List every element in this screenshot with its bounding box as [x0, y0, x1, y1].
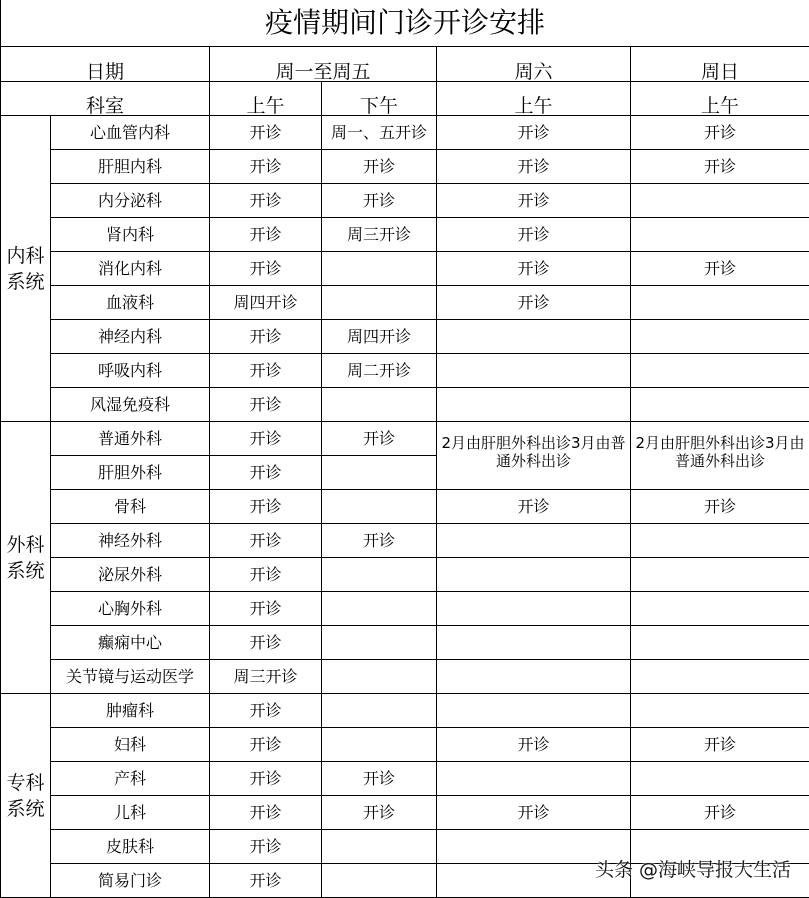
saturday-cell — [437, 592, 631, 626]
table-row — [1, 116, 809, 150]
dept-cell: 呼吸内科 — [51, 354, 210, 388]
sunday-cell: 开诊 — [631, 252, 809, 286]
saturday-cell: 开诊 — [437, 490, 631, 524]
dept-cell: 癫痫中心 — [51, 626, 210, 660]
weekday-pm-cell — [322, 660, 437, 694]
weekday-pm-cell — [322, 864, 437, 898]
weekday-pm-header: 下午 — [322, 82, 437, 116]
dept-cell: 皮肤科 — [51, 830, 210, 864]
table-row — [1, 286, 809, 320]
weekday-pm-cell — [322, 456, 437, 490]
weekday-pm-cell — [322, 388, 437, 422]
table-row — [1, 524, 809, 558]
weekday-pm-cell — [322, 558, 437, 592]
group-label: 内科系统 — [6, 244, 45, 293]
saturday-cell: 开诊 — [437, 218, 631, 252]
weekday-am-cell: 开诊 — [210, 728, 322, 762]
weekdays-header: 周一至周五 — [210, 47, 437, 82]
weekday-am-cell: 开诊 — [210, 626, 322, 660]
sunday-cell — [631, 320, 809, 354]
group-label: 专科系统 — [6, 771, 45, 820]
dept-cell: 儿科 — [51, 796, 210, 830]
saturday-cell: 开诊 — [437, 116, 631, 150]
weekday-am-cell: 开诊 — [210, 694, 322, 728]
sunday-header: 周日 — [631, 47, 809, 82]
sunday-cell — [631, 762, 809, 796]
weekday-am-cell: 开诊 — [210, 830, 322, 864]
sunday-cell — [631, 660, 809, 694]
sunday-cell: 开诊 — [631, 116, 809, 150]
table-row — [1, 354, 809, 388]
weekday-am-cell: 开诊 — [210, 524, 322, 558]
weekday-pm-cell: 开诊 — [322, 150, 437, 184]
sunday-note: 2月由肝胆外科出诊3月由普通外科出诊 — [631, 422, 809, 490]
sunday-cell — [631, 592, 809, 626]
saturday-am-header: 上午 — [437, 82, 631, 116]
sunday-cell — [631, 694, 809, 728]
dept-cell: 心胸外科 — [51, 592, 210, 626]
saturday-cell: 开诊 — [437, 150, 631, 184]
weekday-am-cell: 开诊 — [210, 388, 322, 422]
table-row — [1, 150, 809, 184]
weekday-pm-cell: 开诊 — [322, 184, 437, 218]
dept-cell: 简易门诊 — [51, 864, 210, 898]
dept-header: 科室 — [1, 82, 210, 116]
saturday-cell: 开诊 — [437, 286, 631, 320]
saturday-cell: 开诊 — [437, 796, 631, 830]
weekday-am-cell: 开诊 — [210, 116, 322, 150]
saturday-header: 周六 — [437, 47, 631, 82]
sunday-cell: 开诊 — [631, 796, 809, 830]
weekday-pm-cell: 周一、五开诊 — [322, 116, 437, 150]
table-row — [1, 626, 809, 660]
dept-cell: 内分泌科 — [51, 184, 210, 218]
weekday-pm-cell: 周三开诊 — [322, 218, 437, 252]
page-title: 疫情期间门诊开诊安排 — [1, 0, 809, 47]
table-row — [1, 252, 809, 286]
sunday-am-header: 上午 — [631, 82, 809, 116]
saturday-cell — [437, 762, 631, 796]
table-row — [1, 796, 809, 830]
table-row — [1, 558, 809, 592]
weekday-am-cell: 开诊 — [210, 864, 322, 898]
weekday-am-cell: 开诊 — [210, 796, 322, 830]
weekday-am-cell: 开诊 — [210, 184, 322, 218]
saturday-cell: 开诊 — [437, 184, 631, 218]
dept-cell: 产科 — [51, 762, 210, 796]
dept-cell: 神经内科 — [51, 320, 210, 354]
dept-cell: 普通外科 — [51, 422, 210, 456]
weekday-am-cell: 开诊 — [210, 456, 322, 490]
group-cell — [1, 116, 51, 422]
table-row — [1, 490, 809, 524]
weekday-am-cell: 开诊 — [210, 252, 322, 286]
table-row — [1, 388, 809, 422]
weekday-am-cell: 开诊 — [210, 218, 322, 252]
weekday-pm-cell — [322, 626, 437, 660]
dept-cell: 肾内科 — [51, 218, 210, 252]
saturday-cell — [437, 694, 631, 728]
sunday-cell — [631, 218, 809, 252]
table-row — [1, 320, 809, 354]
dept-cell: 关节镜与运动医学 — [51, 660, 210, 694]
table-row — [1, 422, 809, 456]
sunday-cell — [631, 286, 809, 320]
weekday-pm-cell: 开诊 — [322, 422, 437, 456]
table-row — [1, 728, 809, 762]
weekday-pm-cell: 开诊 — [322, 524, 437, 558]
saturday-cell — [437, 626, 631, 660]
saturday-cell: 开诊 — [437, 728, 631, 762]
group-label: 外科系统 — [6, 533, 45, 582]
sunday-cell — [631, 626, 809, 660]
dept-cell: 血液科 — [51, 286, 210, 320]
weekday-am-cell: 开诊 — [210, 150, 322, 184]
weekday-am-cell: 开诊 — [210, 592, 322, 626]
weekday-am-header: 上午 — [210, 82, 322, 116]
weekday-pm-cell — [322, 728, 437, 762]
weekday-pm-cell — [322, 830, 437, 864]
saturday-cell — [437, 524, 631, 558]
table-row — [1, 218, 809, 252]
sunday-cell — [631, 184, 809, 218]
sunday-cell: 开诊 — [631, 728, 809, 762]
weekday-pm-cell — [322, 286, 437, 320]
weekday-pm-cell — [322, 694, 437, 728]
saturday-cell — [437, 388, 631, 422]
table-row — [1, 694, 809, 728]
saturday-cell: 开诊 — [437, 252, 631, 286]
group-cell — [1, 422, 51, 694]
weekday-am-cell: 周三开诊 — [210, 660, 322, 694]
sunday-cell — [631, 524, 809, 558]
weekday-am-cell: 开诊 — [210, 762, 322, 796]
sunday-cell — [631, 388, 809, 422]
sunday-cell: 开诊 — [631, 490, 809, 524]
saturday-note: 2月由肝胆外科出诊3月由普通外科出诊 — [437, 422, 631, 490]
dept-cell: 骨科 — [51, 490, 210, 524]
sunday-cell — [631, 354, 809, 388]
weekday-pm-cell — [322, 592, 437, 626]
weekday-am-cell: 开诊 — [210, 558, 322, 592]
weekday-pm-cell — [322, 252, 437, 286]
weekday-am-cell: 开诊 — [210, 422, 322, 456]
weekday-pm-cell: 开诊 — [322, 796, 437, 830]
weekday-pm-cell: 开诊 — [322, 762, 437, 796]
saturday-cell — [437, 320, 631, 354]
saturday-cell — [437, 660, 631, 694]
dept-cell: 消化内科 — [51, 252, 210, 286]
dept-cell: 风湿免疫科 — [51, 388, 210, 422]
sunday-cell: 开诊 — [631, 150, 809, 184]
dept-cell: 妇科 — [51, 728, 210, 762]
saturday-cell — [437, 354, 631, 388]
date-header: 日期 — [1, 47, 210, 82]
watermark: 头条 @海峡导报大生活 — [594, 859, 791, 881]
saturday-cell — [437, 558, 631, 592]
group-cell — [1, 694, 51, 898]
table-row — [1, 184, 809, 218]
weekday-pm-cell: 周四开诊 — [322, 320, 437, 354]
weekday-pm-cell: 周二开诊 — [322, 354, 437, 388]
weekday-am-cell: 开诊 — [210, 490, 322, 524]
dept-cell: 肿瘤科 — [51, 694, 210, 728]
dept-cell: 肝胆内科 — [51, 150, 210, 184]
weekday-pm-cell — [322, 490, 437, 524]
dept-cell: 心血管内科 — [51, 116, 210, 150]
weekday-am-cell: 开诊 — [210, 320, 322, 354]
table-row — [1, 762, 809, 796]
dept-cell: 神经外科 — [51, 524, 210, 558]
dept-cell: 肝胆外科 — [51, 456, 210, 490]
sunday-cell — [631, 558, 809, 592]
table-row — [1, 660, 809, 694]
table-row — [1, 592, 809, 626]
dept-cell: 泌尿外科 — [51, 558, 210, 592]
weekday-am-cell: 开诊 — [210, 354, 322, 388]
weekday-am-cell: 周四开诊 — [210, 286, 322, 320]
